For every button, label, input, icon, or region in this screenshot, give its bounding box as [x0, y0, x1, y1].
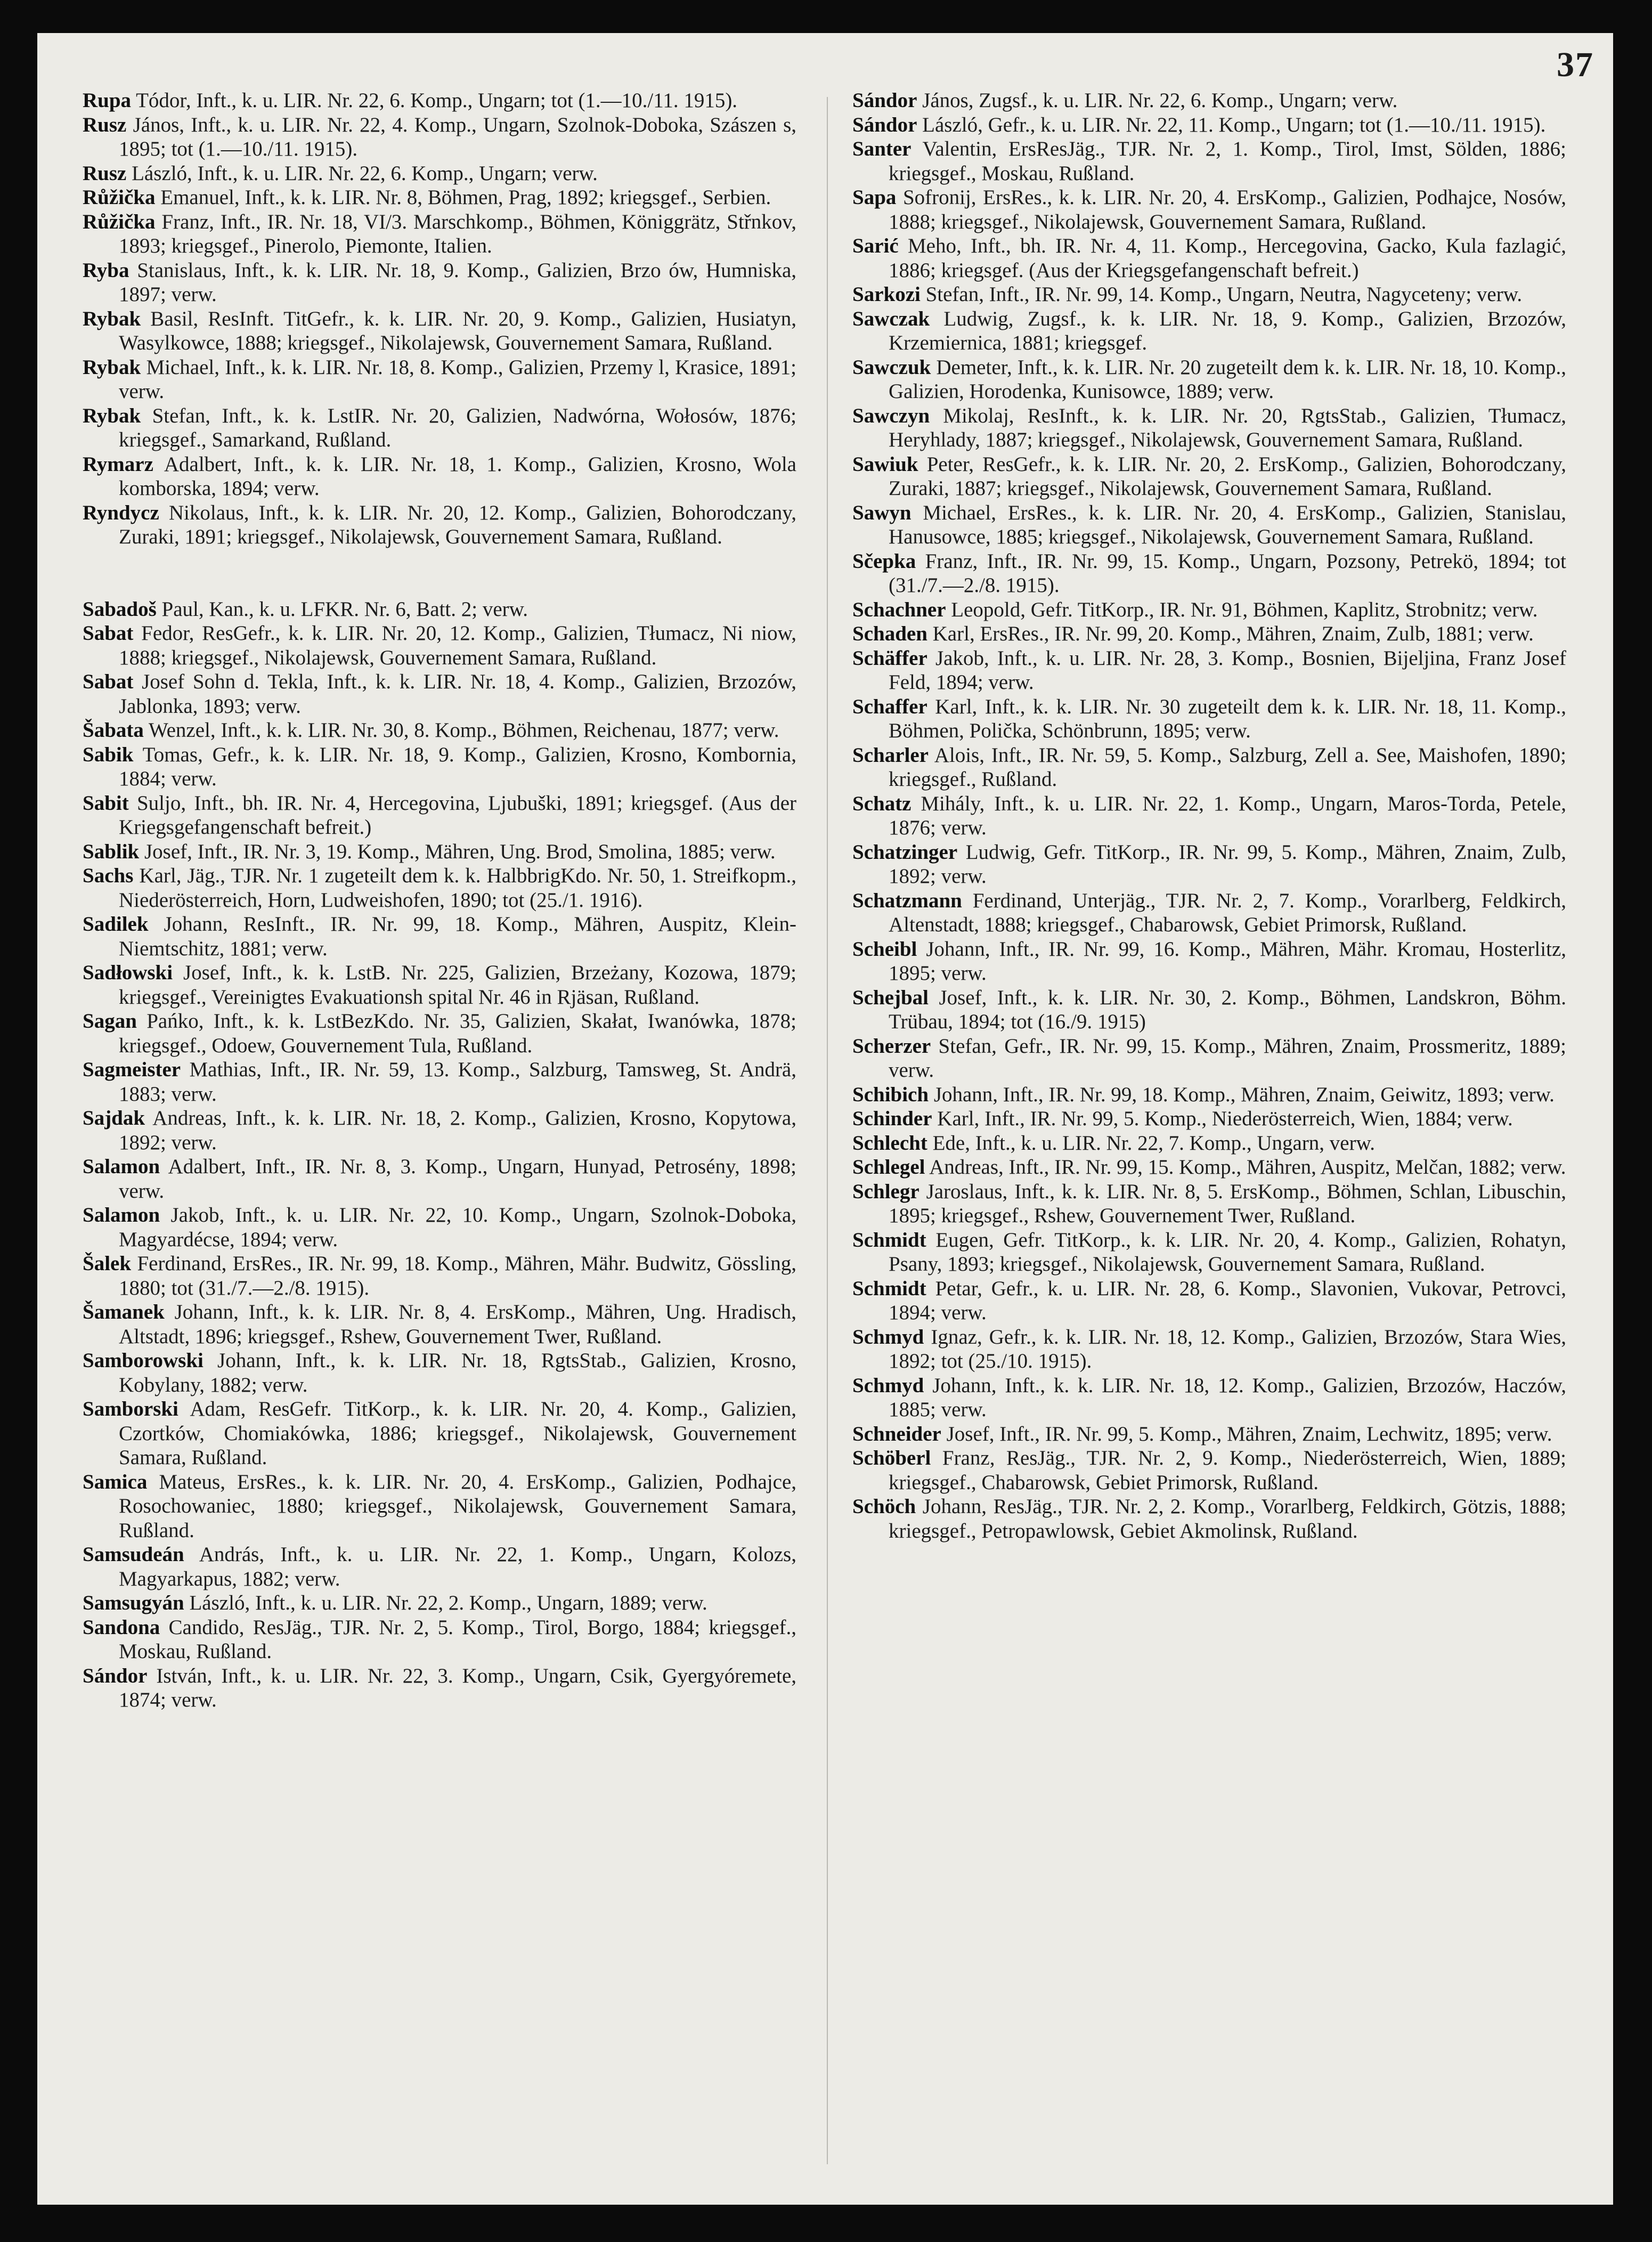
register-entry [83, 1542, 796, 1591]
entry-details: Josef, Inft., k. k. LIR. Nr. 30, 2. Komp., Böhmen, Landskron, Böhm. Trübau, 1894; tot (16./9. 1915) [889, 986, 1567, 1033]
entry-details: Johann, Inft., k. k. LIR. Nr. 8, 4. ErsKomp., Mähren, Ung. Hradisch, Altstadt, 1896; kriegsgef., Rshew, Gouvernement Twer, Rußland. [119, 1301, 797, 1348]
entry-surname: Schöch [852, 1495, 916, 1518]
register-entry [83, 355, 796, 404]
entry-details: Pańko, Inft., k. k. LstBezKdo. Nr. 35, Galizien, Skałat, Iwanówka, 1878; kriegsgef., Odoew, Gouvernement Tula, Rußland. [119, 1010, 797, 1057]
entry-surname: Sagmeister [83, 1058, 181, 1081]
entry-details: Ede, Inft., k. u. LIR. Nr. 22, 7. Komp., Ungarn, verw. [932, 1131, 1375, 1155]
register-entry [852, 355, 1566, 404]
entry-surname: Rybak [83, 404, 141, 427]
entry-surname: Schmyd [852, 1325, 924, 1349]
entry-details: Suljo, Inft., bh. IR. Nr. 4, Hercegovina, Ljubuški, 1891; kriegsgef. (Aus der Kriegsgefangenschaft befreit.) [119, 791, 797, 839]
entry-surname: Sabik [83, 743, 134, 766]
register-entry [852, 234, 1566, 282]
entry-surname: Salamon [83, 1204, 160, 1226]
entry-surname: Samborowski [83, 1349, 204, 1372]
entry-details: László, Gefr., k. u. LIR. Nr. 22, 11. Komp., Ungarn; tot (1.—10./11. 1915). [922, 113, 1546, 136]
entry-surname: Sándor [852, 113, 917, 136]
register-entry [852, 1374, 1566, 1422]
entry-details: Ignaz, Gefr., k. k. LIR. Nr. 18, 12. Komp., Galizien, Brzozów, Stara Wies, 1892; tot (25./10. 1915). [889, 1325, 1566, 1372]
entry-surname: Schöberl [852, 1447, 931, 1469]
register-entry [852, 1494, 1566, 1543]
register-entry [852, 889, 1566, 937]
register-entry [83, 1300, 796, 1349]
entry-surname: Scheibl [852, 937, 917, 961]
entry-surname: Samica [83, 1470, 148, 1493]
entry-details: István, Inft., k. u. LIR. Nr. 22, 3. Komp., Ungarn, Csik, Gyergyóremete, 1874; verw. [119, 1664, 797, 1711]
entry-surname: Salamon [83, 1155, 160, 1178]
register-entry [83, 961, 796, 1009]
entry-details: János, Zugsf., k. u. LIR. Nr. 22, 6. Komp., Ungarn; verw. [922, 89, 1398, 112]
register-entry [83, 1591, 796, 1615]
entry-details: László, Inft., k. u. LIR. Nr. 22, 2. Komp., Ungarn, 1889; verw. [189, 1591, 707, 1614]
entry-surname: Schatzmann [852, 889, 962, 912]
entry-details: Jaroslaus, Inft., k. k. LIR. Nr. 8, 5. ErsKomp., Böhmen, Schlan, Libuschin, 1895; kriegsgef., Rshew, Gouvernement Twer, Rußland. [889, 1180, 1566, 1227]
entry-surname: Samborski [83, 1398, 178, 1420]
register-entry [83, 113, 796, 161]
right-column [852, 88, 1566, 1543]
entry-details: Adam, ResGefr. TitKorp., k. k. LIR. Nr. 20, 4. Komp., Galizien, Czortków, Chomiakówka, 1886; kriegsgef., Nikolajewsk, Gouvernement Samara, Rußland. [119, 1398, 796, 1469]
entry-surname: Sawczuk [852, 355, 931, 379]
entry-details: Jakob, Inft., k. u. LIR. Nr. 28, 3. Komp., Bosnien, Bijeljina, Franz Josef Feld, 1894; verw. [889, 646, 1566, 694]
entry-surname: Ryndycz [83, 501, 159, 524]
register-entry [852, 937, 1566, 986]
entry-details: Ludwig, Gefr. TitKorp., IR. Nr. 99, 5. Komp., Mähren, Znaim, Zulb, 1892; verw. [889, 840, 1567, 888]
register-entry [852, 185, 1566, 234]
register-entry [83, 161, 796, 186]
entry-surname: Sawczak [852, 307, 930, 330]
entry-surname: Samsugyán [83, 1591, 184, 1614]
document-page [37, 33, 1613, 2205]
entry-surname: Sachs [83, 864, 134, 887]
entry-details: Stefan, Inft., IR. Nr. 99, 14. Komp., Ungarn, Neutra, Nagyceteny; verw. [925, 283, 1523, 306]
entry-surname: Sablik [83, 840, 140, 863]
register-entry [83, 912, 796, 961]
entry-details: Petar, Gefr., k. u. LIR. Nr. 28, 6. Komp., Slavonien, Vukovar, Petrovci, 1894; verw. [889, 1277, 1566, 1324]
register-entry [852, 1083, 1566, 1107]
entry-surname: Sabat [83, 622, 134, 645]
entry-details: Johann, Inft., IR. Nr. 99, 18. Komp., Mähren, Znaim, Geiwitz, 1893; verw. [933, 1083, 1555, 1106]
register-entry [83, 1615, 796, 1664]
entry-details: Josef, Inft., k. k. LstB. Nr. 225, Galizien, Brzeżany, Kozowa, 1879; kriegsgef., Vereinigtes Evakuationsh spital Nr. 46 in Rjäsan, Rußland. [119, 961, 797, 1009]
entry-surname: Schatz [852, 792, 912, 815]
entry-details: Josef, Inft., IR. Nr. 99, 5. Komp., Mähren, Znaim, Lechwitz, 1895; verw. [946, 1422, 1552, 1445]
entry-details: Johann, Inft., IR. Nr. 99, 16. Komp., Mähren, Mähr. Kromau, Hosterlitz, 1895; verw. [889, 937, 1567, 985]
entry-details: Stefan, Inft., k. k. LstIR. Nr. 20, Galizien, Nadwórna, Wołosów, 1876; kriegsgef., Samarkand, Rußland. [119, 404, 796, 451]
entry-details: Franz, ResJäg., TJR. Nr. 2, 9. Komp., Niederösterreich, Wien, 1889; kriegsgef., Chabarowsk, Gebiet Primorsk, Rußland. [889, 1447, 1566, 1494]
register-entry [852, 695, 1566, 743]
register-entry [83, 597, 796, 622]
entry-surname: Schaffer [852, 695, 927, 718]
entry-details: Eugen, Gefr. TitKorp., k. k. LIR. Nr. 20, 4. Komp., Galizien, Rohatyn, Psany, 1893; kriegsgef., Nikolajewsk, Gouvernement Samara, Rußland. [889, 1228, 1566, 1276]
entry-surname: Sabadoš [83, 597, 157, 621]
register-entry [83, 501, 796, 549]
register-entry [852, 840, 1566, 889]
entry-surname: Schatzinger [852, 840, 958, 864]
register-entry [852, 307, 1566, 355]
register-entry [852, 282, 1566, 307]
entry-details: Fedor, ResGefr., k. k. LIR. Nr. 20, 12. Komp., Galizien, Tłumacz, Ni niow, 1888; kriegsgef., Nikolajewsk, Gouvernement Samara, Rußland. [119, 622, 796, 669]
entry-details: Ferdinand, ErsRes., IR. Nr. 99, 18. Komp., Mähren, Mähr. Budwitz, Gössling, 1880; tot (31./7.—2./8. 1915). [119, 1252, 796, 1299]
entry-surname: Sajdak [83, 1107, 145, 1130]
register-entry [852, 1422, 1566, 1447]
register-entry [852, 1155, 1566, 1180]
entry-details: Michael, ErsRes., k. k. LIR. Nr. 20, 4. ErsKomp., Galizien, Stanislau, Hanusowce, 1885; kriegsgef., Nikolajewsk, Gouvernement Samara, Rußland. [889, 501, 1567, 548]
entry-details: Demeter, Inft., k. k. LIR. Nr. 20 zugeteilt dem k. k. LIR. Nr. 18, 10. Komp., Galizien, Horodenka, Kunisowce, 1889; verw. [889, 355, 1566, 403]
entry-surname: Schneider [852, 1422, 941, 1445]
register-entry [852, 1180, 1566, 1228]
entry-details: Meho, Inft., bh. IR. Nr. 4, 11. Komp., Hercegovina, Gacko, Kula fazlagić, 1886; kriegsgef. (Aus der Kriegsgefangenschaft befreit.) [889, 234, 1566, 282]
entry-details: Stanislaus, Inft., k. k. LIR. Nr. 18, 9. Komp., Galizien, Brzo ów, Humniska, 1897; verw. [119, 258, 796, 306]
entry-surname: Rusz [83, 113, 127, 136]
entry-surname: Schlegel [852, 1156, 925, 1179]
register-entry [852, 137, 1566, 185]
entry-details: Andreas, Inft., IR. Nr. 99, 15. Komp., Mähren, Auspitz, Melčan, 1882; verw. [929, 1156, 1566, 1179]
entry-surname: Sabit [83, 791, 129, 815]
entry-surname: Sadłowski [83, 961, 173, 984]
register-entry [852, 792, 1566, 840]
entry-surname: Schaden [852, 622, 927, 645]
register-entry [83, 864, 796, 912]
entry-details: Michael, Inft., k. k. LIR. Nr. 18, 8. Komp., Galizien, Przemy l, Krasice, 1891; verw. [119, 355, 796, 403]
entry-surname: Rybak [83, 355, 141, 379]
entry-details: Valentin, ErsResJäg., TJR. Nr. 2, 1. Komp., Tirol, Imst, Sölden, 1886; kriegsgef., Moskau, Rußland. [889, 137, 1566, 185]
entry-surname: Sapa [852, 186, 897, 209]
entry-surname: Sawiuk [852, 452, 918, 476]
entry-surname: Sadilek [83, 913, 149, 936]
entry-details: Sofronij, ErsRes., k. k. LIR. Nr. 20, 4. ErsKomp., Galizien, Podhajce, Nosów, 1888; kriegsgef., Nikolajewsk, Gouvernement Samara, Rußland. [889, 186, 1566, 233]
entry-details: Jakob, Inft., k. u. LIR. Nr. 22, 10. Komp., Ungarn, Szolnok-Doboka, Magyardécse, 1894; verw. [119, 1204, 796, 1251]
entry-details: Johann, Inft., k. k. LIR. Nr. 18, RgtsStab., Galizien, Krosno, Kobylany, 1882; verw. [119, 1349, 797, 1396]
register-entry [852, 1277, 1566, 1325]
entry-surname: Schlecht [852, 1131, 927, 1155]
register-entry [852, 404, 1566, 452]
entry-details: Josef Sohn d. Tekla, Inft., k. k. LIR. Nr. 18, 4. Komp., Galizien, Brzozów, Jablonka, 1893; verw. [119, 670, 797, 718]
register-entry [83, 1058, 796, 1106]
entry-surname: Schachner [852, 598, 946, 621]
entry-details: Ferdinand, Unterjäg., TJR. Nr. 2, 7. Komp., Vorarlberg, Feldkirch, Altenstadt, 1888; kriegsgef., Chabarowsk, Gebiet Primorsk, Rußland. [889, 889, 1567, 936]
entry-surname: Šabata [83, 719, 144, 742]
register-entry [83, 840, 796, 864]
entry-surname: Růžička [83, 186, 156, 209]
entry-surname: Scherzer [852, 1034, 931, 1058]
register-entry [852, 598, 1566, 622]
entry-surname: Šalek [83, 1252, 132, 1275]
register-entry [83, 258, 796, 307]
entry-details: Mathias, Inft., IR. Nr. 59, 13. Komp., Salzburg, Tamsweg, St. Andrä, 1883; verw. [119, 1058, 796, 1106]
entry-details: Ludwig, Zugsf., k. k. LIR. Nr. 18, 9. Komp., Galizien, Brzozów, Krzemiernica, 1881; kriegsgef. [889, 307, 1566, 354]
entry-surname: Rymarz [83, 452, 153, 476]
entry-details: Josef, Inft., IR. Nr. 3, 19. Komp., Mähren, Ung. Brod, Smolina, 1885; verw. [144, 840, 776, 863]
entry-details: Emanuel, Inft., k. k. LIR. Nr. 8, Böhmen, Prag, 1892; kriegsgef., Serbien. [160, 186, 771, 209]
register-entry [852, 113, 1566, 137]
entry-surname: Schejbal [852, 986, 929, 1009]
register-entry [852, 501, 1566, 549]
register-entry [83, 1203, 796, 1252]
register-entry [852, 452, 1566, 501]
entry-details: Stefan, Gefr., IR. Nr. 99, 15. Komp., Mähren, Znaim, Prossmeritz, 1889; verw. [889, 1034, 1567, 1082]
left-column [83, 88, 796, 1712]
register-entry [852, 1131, 1566, 1156]
register-entry [83, 1009, 796, 1058]
entry-details: Alois, Inft., IR. Nr. 59, 5. Komp., Salzburg, Zell a. See, Maishofen, 1890; kriegsgef., Rußland. [889, 743, 1566, 791]
entry-details: Paul, Kan., k. u. LFKR. Nr. 6, Batt. 2; verw. [161, 597, 528, 621]
register-entry [83, 718, 796, 743]
entry-surname: Sagan [83, 1010, 137, 1033]
page-number: 37 [1557, 45, 1594, 84]
register-entry [83, 452, 796, 501]
entry-surname: Sarkozi [852, 283, 921, 306]
entry-details: Mikolaj, ResInft., k. k. LIR. Nr. 20, RgtsStab., Galizien, Tłumacz, Heryhlady, 1887; kriegsgef., Nikolajewsk, Gouvernement Samara, Rußland. [889, 404, 1567, 451]
register-entry [852, 646, 1566, 695]
entry-surname: Sawczyn [852, 404, 930, 427]
entry-surname: Ryba [83, 258, 129, 282]
entry-details: Peter, ResGefr., k. k. LIR. Nr. 20, 2. ErsKomp., Galizien, Bohorodczany, Zuraki, 1887; kriegsgef., Nikolajewsk, Gouvernement Samara, Rußland. [889, 452, 1566, 500]
entry-details: Karl, Jäg., TJR. Nr. 1 zugeteilt dem k. k. HalbbrigKdo. Nr. 50, 1. Streifkopm., Niederösterreich, Horn, Ludweishofen, 1890; tot (25./1. 1916). [119, 864, 796, 912]
entry-details: Karl, ErsRes., IR. Nr. 99, 20. Komp., Mähren, Znaim, Zulb, 1881; verw. [932, 622, 1534, 645]
register-entry [852, 88, 1566, 113]
register-entry [852, 1446, 1566, 1494]
register-entry [83, 1106, 796, 1155]
column-divider [827, 97, 828, 2164]
entry-surname: Schibich [852, 1083, 929, 1106]
entry-details: András, Inft., k. u. LIR. Nr. 22, 1. Komp., Ungarn, Kolozs, Magyarkapus, 1882; verw. [119, 1543, 796, 1590]
entry-details: Leopold, Gefr. TitKorp., IR. Nr. 91, Böhmen, Kaplitz, Strobnitz; verw. [951, 598, 1538, 621]
entry-surname: Schmyd [852, 1374, 924, 1397]
register-entry [83, 1470, 796, 1543]
entry-surname: Sándor [852, 89, 917, 112]
register-entry [83, 88, 796, 113]
entry-details: Adalbert, Inft., IR. Nr. 8, 3. Komp., Ungarn, Hunyad, Petrosény, 1898; verw. [119, 1155, 796, 1203]
register-entry [852, 1325, 1566, 1374]
register-entry [83, 404, 796, 452]
entry-surname: Sabat [83, 670, 134, 693]
entry-surname: Samsudeán [83, 1543, 184, 1566]
entry-details: László, Inft., k. u. LIR. Nr. 22, 6. Komp., Ungarn; verw. [132, 161, 598, 185]
entry-details: Basil, ResInft. TitGefr., k. k. LIR. Nr. 20, 9. Komp., Galizien, Husiatyn, Wasylkowce, 1888; kriegsgef., Nikolajewsk, Gouvernement Samara, Rußland. [119, 307, 796, 354]
entry-surname: Sčepka [852, 549, 916, 573]
entry-surname: Růžička [83, 210, 156, 233]
register-entry [852, 1034, 1566, 1083]
entry-surname: Rybak [83, 307, 141, 330]
register-entry [83, 1397, 796, 1470]
entry-surname: Rupa [83, 89, 132, 112]
entry-details: Andreas, Inft., k. k. LIR. Nr. 18, 2. Komp., Galizien, Krosno, Kopytowa, 1892; verw. [119, 1107, 796, 1154]
entry-surname: Šamanek [83, 1301, 165, 1323]
entry-surname: Schäffer [852, 646, 927, 670]
entry-details: Tódor, Inft., k. u. LIR. Nr. 22, 6. Komp., Ungarn; tot (1.—10./11. 1915). [136, 89, 738, 112]
entry-details: Karl, Inft., k. k. LIR. Nr. 30 zugeteilt dem k. k. LIR. Nr. 18, 11. Komp., Böhmen, Polička, Schönbrunn, 1895; verw. [889, 695, 1566, 742]
entry-details: Mateus, ErsRes., k. k. LIR. Nr. 20, 4. ErsKomp., Galizien, Podhajce, Rosochowaniec, 1880; kriegsgef., Nikolajewsk, Gouvernement Samara, Rußland. [119, 1470, 797, 1542]
register-entry [83, 210, 796, 258]
entry-details: Mihály, Inft., k. u. LIR. Nr. 22, 1. Komp., Ungarn, Maros-Torda, Petele, 1876; verw. [889, 792, 1566, 839]
entry-details: Adalbert, Inft., k. k. LIR. Nr. 18, 1. Komp., Galizien, Krosno, Wola komborska, 1894; verw. [119, 452, 796, 500]
register-entry [83, 1664, 796, 1712]
entry-details: Johann, Inft., k. k. LIR. Nr. 18, 12. Komp., Galizien, Brzozów, Haczów, 1885; verw. [889, 1374, 1567, 1421]
entry-surname: Schinder [852, 1107, 932, 1130]
entry-surname: Rusz [83, 161, 127, 185]
entry-surname: Schmidt [852, 1277, 926, 1300]
entry-surname: Sawyn [852, 501, 912, 524]
register-entry [852, 622, 1566, 646]
register-entry [852, 1107, 1566, 1131]
register-entry [83, 670, 796, 718]
register-entry [852, 986, 1566, 1034]
entry-details: Karl, Inft., IR. Nr. 99, 5. Komp., Niederösterreich, Wien, 1884; verw. [937, 1107, 1513, 1130]
register-entry [852, 743, 1566, 792]
entry-details: Franz, Inft., IR. Nr. 18, VI/3. Marschkomp., Böhmen, Königgrätz, Střnkov, 1893; kriegsgef., Pinerolo, Piemonte, Italien. [119, 210, 796, 257]
entry-details: Wenzel, Inft., k. k. LIR. Nr. 30, 8. Komp., Böhmen, Reichenau, 1877; verw. [148, 719, 779, 742]
register-entry [83, 1349, 796, 1397]
register-entry [852, 1228, 1566, 1277]
entry-surname: Schmidt [852, 1228, 926, 1252]
register-entry [83, 791, 796, 840]
register-entry [83, 185, 796, 210]
register-entry [83, 307, 796, 355]
entry-surname: Sandona [83, 1615, 160, 1639]
entry-surname: Scharler [852, 743, 929, 767]
entry-details: Johann, ResInft., IR. Nr. 99, 18. Komp., Mähren, Auspitz, Klein-Niemtschitz, 1881; verw. [119, 913, 796, 960]
register-entry [83, 743, 796, 791]
entry-details: Franz, Inft., IR. Nr. 99, 15. Komp., Ungarn, Pozsony, Petrekö, 1894; tot (31./7.—2./8. 1915). [889, 549, 1566, 597]
entry-details: Tomas, Gefr., k. k. LIR. Nr. 18, 9. Komp., Galizien, Krosno, Kombornia, 1884; verw. [119, 743, 796, 790]
entry-surname: Sarić [852, 234, 899, 257]
entry-surname: Schlegr [852, 1180, 919, 1203]
entry-surname: Sándor [83, 1664, 148, 1687]
register-entry [83, 621, 796, 670]
entry-details: János, Inft., k. u. LIR. Nr. 22, 4. Komp., Ungarn, Szolnok-Doboka, Szászen s, 1895; tot (1.—10./11. 1915). [119, 113, 797, 160]
register-entry [852, 549, 1566, 598]
entry-details: Candido, ResJäg., TJR. Nr. 2, 5. Komp., Tirol, Borgo, 1884; kriegsgef., Moskau, Rußland. [119, 1615, 796, 1663]
entry-surname: Santer [852, 137, 912, 160]
entry-details: Nikolaus, Inft., k. k. LIR. Nr. 20, 12. Komp., Galizien, Bohorodczany, Zuraki, 1891; kriegsgef., Nikolajewsk, Gouvernement Samara, Rußland. [119, 501, 796, 548]
register-entry [83, 1252, 796, 1300]
register-entry [83, 1155, 796, 1203]
section-gap [83, 549, 796, 597]
entry-details: Johann, ResJäg., TJR. Nr. 2, 2. Komp., Vorarlberg, Feldkirch, Götzis, 1888; kriegsgef., Petropawlowsk, Gebiet Akmolinsk, Rußland. [889, 1495, 1567, 1542]
